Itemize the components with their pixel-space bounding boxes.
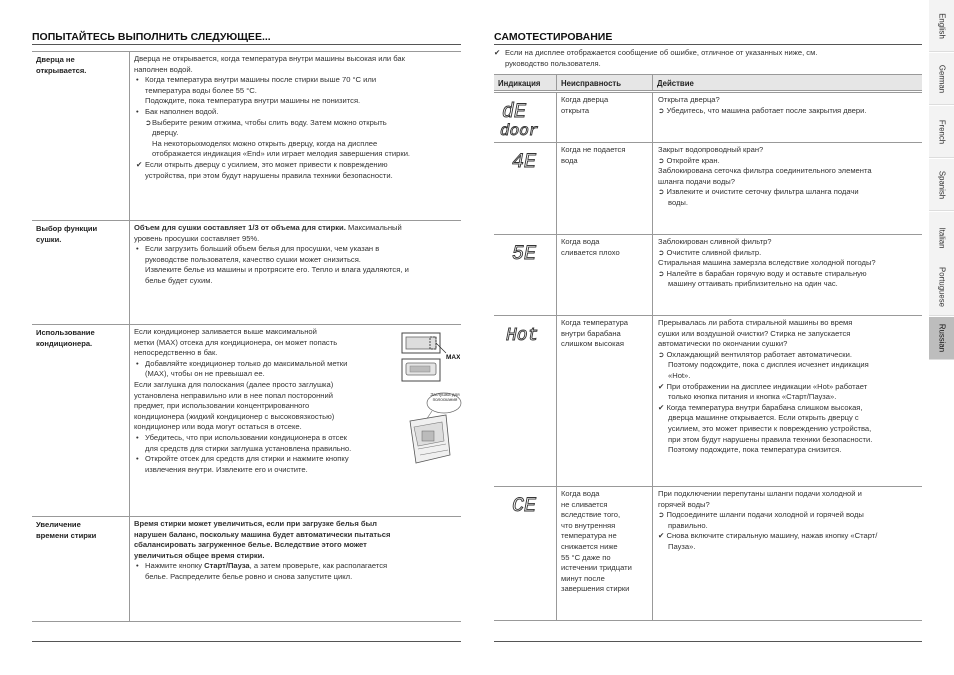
row-label: Дверца не открывается. (36, 55, 87, 75)
left-bottom-rule (32, 641, 461, 642)
right-title-rule (494, 44, 922, 45)
table-row (32, 324, 461, 516)
row-label: Выбор функции сушки. (36, 224, 98, 244)
fault-cell: Когда вода не сливается вследствие того, что внутренняя температура не снижается ниже 55 °C даже по истечении тридцати минут после завершения стирки (556, 487, 652, 620)
action-cell: Открыта дверца? ➲ Убедитесь, что машина работает после закрытия двери. (652, 93, 922, 142)
table-header (494, 74, 922, 91)
right-bottom-rule (494, 641, 922, 642)
table-row (494, 234, 922, 315)
check-icon: ✔ (658, 381, 667, 391)
fault-cell: Когда дверца открыта (556, 93, 652, 142)
svg-text:4E: 4E (512, 151, 537, 173)
arrow-icon: ➲ (658, 105, 667, 115)
table-row (494, 142, 922, 234)
tab-portuguese[interactable]: Portuguese (929, 258, 954, 316)
right-section-title: САМОТЕСТИРОВАНИЕ (494, 31, 613, 43)
tab-english[interactable]: English (929, 0, 954, 52)
arrow-icon: ➲ (658, 268, 667, 278)
table-row (494, 92, 922, 142)
svg-text:CE: CE (512, 495, 537, 517)
table-row (494, 486, 922, 621)
bullet-icon: • (136, 561, 139, 571)
rinse-cap-illustration (398, 391, 464, 469)
column-header-display: Индикация (498, 79, 541, 88)
arrow-icon: ➲ (658, 247, 667, 257)
check-icon: ✔ (136, 159, 143, 169)
table-row (32, 220, 461, 324)
svg-text:dE: dE (502, 101, 527, 124)
row-label: Увеличение времени стирки (36, 520, 97, 540)
action-cell: Заблокирован сливной фильтр? ➲ Очистите сливной фильтр. Стиральная машина замерзла вследствие холодной погоды? ➲ Налейте в барабан горячую воду и оставьте стиральную машину оттаивать приблизительно на один час. (652, 235, 922, 315)
row-content: Дверца не открывается, когда температура внутри машины высокая или бак наполнен водой. • Когда температура внутри машины после стирки выше 70 °C или температура воды более 55 °C. Подождите, пока температура внутри машины не понизится. • Бак наполнен водой. ➲ Выберите режим отжима, чтобы слить воду. Затем можно открыть дверцу. На некоторыхмоделях можно открыть дверцу, когда на дисплее отображается индикация «End» или играет мелодия завершения стирки. ✔ Если открыть дверцу с усилием, это может привести к повреждению устройства, при этом будут нарушены правила техники безопасности. (129, 52, 461, 220)
arrow-icon: ➲ (658, 155, 667, 165)
bullet-icon: • (136, 432, 139, 442)
svg-text:Hot: Hot (506, 326, 539, 346)
arrow-icon: ➲ (658, 349, 667, 359)
row-label: Использование кондиционера. (36, 328, 95, 348)
bullet-icon: • (136, 358, 139, 368)
tab-italian[interactable]: Italian (929, 212, 954, 264)
fault-cell: Когда вода сливается плохо (556, 235, 652, 315)
display-code-ce (498, 491, 552, 517)
column-header-action: Действие (657, 79, 694, 88)
bullet-icon: • (136, 106, 139, 116)
table-row (32, 51, 461, 220)
table-row (494, 315, 922, 486)
arrow-icon: ➲ (145, 117, 152, 127)
display-code-hot (498, 320, 552, 346)
bullet-icon: • (136, 454, 139, 464)
row-content: Время стирки может увеличиться, если при загрузке белья был нарушен баланс, поскольку машина будет автоматически пытаться сбалансировать загруженное белье. Вследствие этого может увеличиться общее время стирки. • Нажмите кнопку Старт/Пауза, а затем проверьте, как располагается белье. Распределите белье ровно и снова запустите цикл. (129, 517, 461, 621)
arrow-icon: ➲ (658, 510, 667, 520)
arrow-icon: ➲ (658, 187, 667, 197)
language-tabs (929, 0, 954, 675)
check-icon: ✔ (658, 531, 667, 541)
bullet-icon: • (136, 244, 139, 254)
display-code-5e (498, 239, 552, 265)
display-code-4e (498, 147, 552, 173)
action-cell: Прерывалась ли работа стиральной машины во время сушки или воздушной очистки? Стирка не запускается автоматически по окончании сушки? ➲ Охлаждающий вентилятор работает автоматически. Поэтому подождите, пока с дисплея исчезнет индикация «Hot». ✔ При отображении на дисплее индикации «Hot» работает только кнопка питания и кнопка «Старт/Пауза». ✔ Когда температура внутри барабана слишком высокая, дверца машинне открывается. Если открыть дверцу с усилием, это может привести к повреждению устройства, при этом будут нарушены правила техники безопасности. Поэтому подождите, пока температура снизится. (652, 316, 922, 486)
bullet-icon: • (136, 75, 139, 85)
display-code-door (498, 97, 552, 139)
softener-max-illustration (400, 331, 460, 387)
svg-text:door: door (500, 122, 539, 139)
tab-russian[interactable]: Russian (929, 317, 954, 360)
action-cell: При подключении перепутаны шланги подачи холодной и горячей воды? ➲ Подсоедините шланги подачи холодной и горячей воды правильно. ✔ Снова включите стиральную машину, нажав кнопку «Старт/ Пауза». (652, 487, 922, 620)
table-row (32, 516, 461, 622)
column-header-fault: Неисправность (561, 79, 622, 88)
check-icon: ✔ (658, 402, 667, 412)
fault-cell: Когда температура внутри барабана слишком высокая (556, 316, 652, 486)
action-cell: Закрыт водопроводный кран? ➲ Откройте кран. Заблокирована сеточка фильтра соединительного элемента шланга подачи воды? ➲ Извлеките и очистите сеточку фильтра шланга подачи воды. (652, 143, 922, 234)
row-content: Объем для сушки составляет 1/3 от объема для стирки. Максимальный уровень просушки составляет 95%. • Если загрузить больший объем белья для просушки, чем указан в руководстве пользователя, качество сушки может снизиться. Извлеките белье из машины и протрясите его. Тепло и влага удаляются, и белье будет сухим. (129, 221, 461, 324)
intro-note: ✔ Если на дисплее отображается сообщение об ошибке, отличное от указанных ниже, см. руководство пользователя. (494, 48, 818, 68)
svg-text:5E: 5E (512, 243, 537, 265)
rinse-cap-label: Заглушка для полоскания (430, 392, 460, 403)
left-section-title: ПОПЫТАЙТЕСЬ ВЫПОЛНИТЬ СЛЕДУЮЩЕЕ... (32, 31, 271, 43)
row-content: Если кондиционер заливается выше максимальной метки (MAX) отсека для кондиционера, он может попасть непосредственно в бак. • Добавляйте кондиционер только до максимальной метки (MAX), чтобы он не превышал ее. Если заглушка для полоскания (далее просто заглушка) установлена неправильно или в нее попал посторонний предмет, при использовании концентрированного кондиционера (жидкий кондиционер с высоковязкостью) кондиционер или вода могут остаться в отсеке. • Убедитесь, что при использовании кондиционера в отсек для средств для стирки заглушка установлена правильно. • Откройте отсек для средств для стирки и нажмите кнопку извлечения внутри. Извлеките его и очистите. (129, 325, 461, 516)
check-icon: ✔ (494, 48, 501, 57)
max-label: MAX (446, 354, 460, 361)
fault-cell: Когда не подается вода (556, 143, 652, 234)
tab-spanish[interactable]: Spanish (929, 159, 954, 211)
tab-german[interactable]: German (929, 53, 954, 105)
left-title-rule (32, 44, 461, 45)
tab-french[interactable]: French (929, 106, 954, 158)
